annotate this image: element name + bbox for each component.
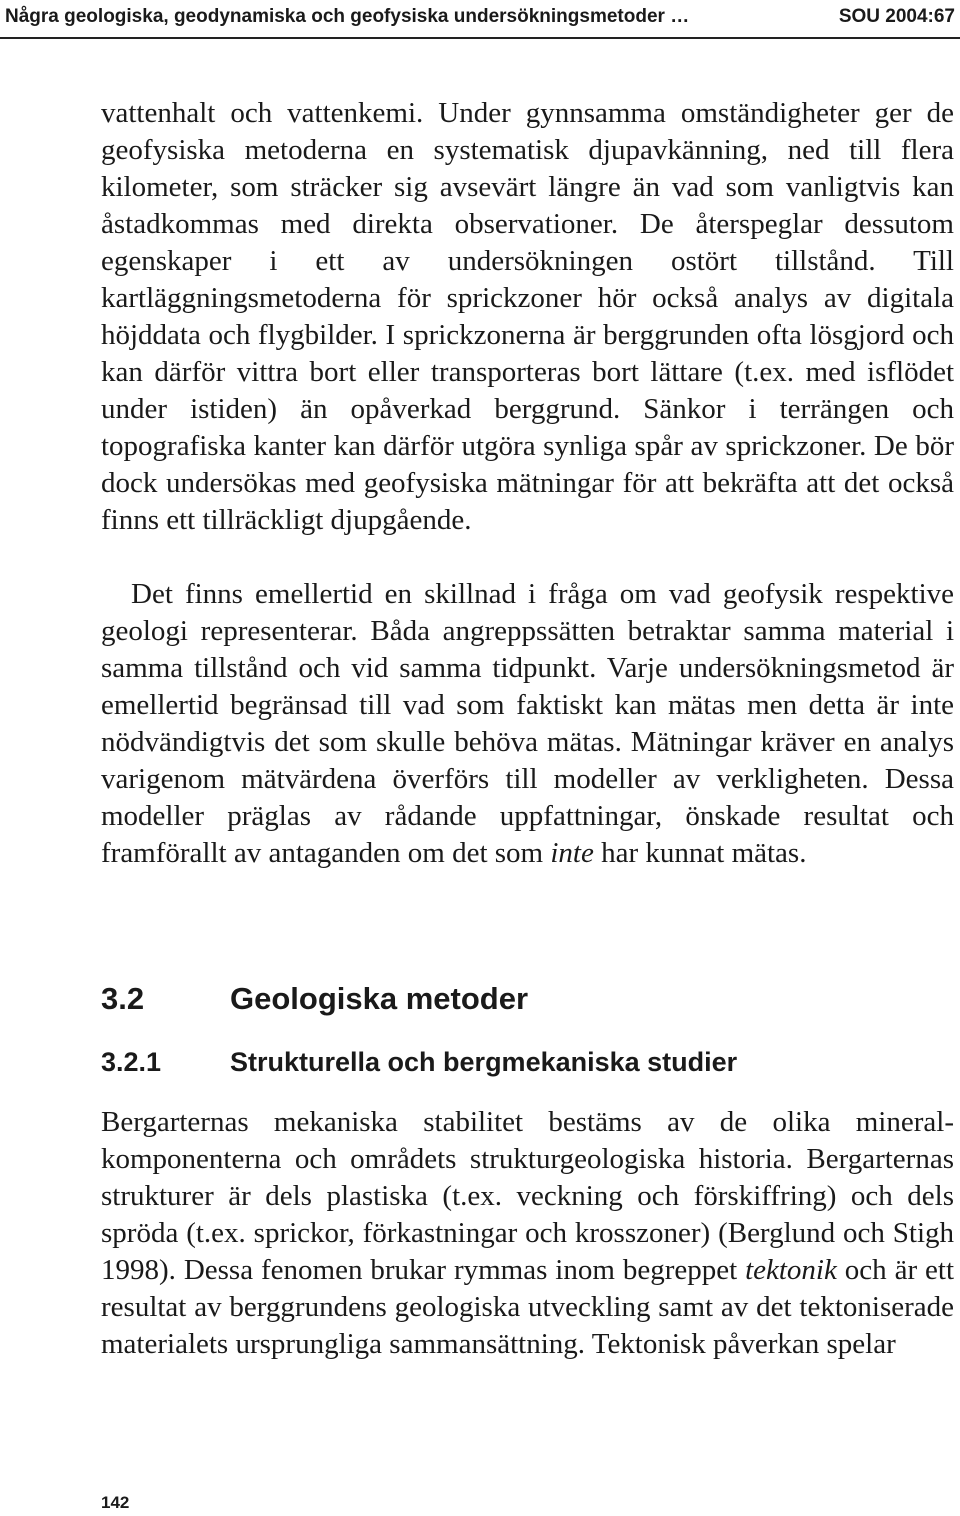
report-id: SOU 2004:67 (838, 6, 955, 27)
body-paragraph-3 (101, 1104, 954, 1363)
subsection-title: Strukturella och bergmekaniska studier (230, 1047, 738, 1077)
section-number: 3.2 (101, 981, 145, 1016)
paragraph-3-text-end: och är ett resultat av berggrundens geologiska utveckling samt av det tektoniserade materialets ursprungliga sammansättning. Tektonisk påverkan spelar (101, 1254, 954, 1360)
emphasized-term: tektonik (745, 1254, 837, 1286)
running-header (5, 2, 955, 32)
section-heading (101, 979, 528, 1019)
paragraph-2-text-end: har kunnat mätas. (593, 837, 807, 869)
emphasized-word: inte (550, 837, 594, 869)
section-title: Geologiska metoder (230, 981, 529, 1016)
document-title: Några geologiska, geodynamiska och geofysiska undersökningsmetoder … (5, 6, 690, 27)
paragraph-3-text-start: Bergarternas mekaniska stabilitet bestäms av de olika mineralkomponenterna och områdets strukturgeologiska historia. Bergarternas strukturer är dels plastiska (t.ex. veckning och förskiffring) och dels spröda (t.ex. sprickor, förkastningar och krosszoner) (Berglund och Stigh 1998). Dessa fenomen brukar rymmas inom begreppet (101, 1106, 954, 1286)
body-paragraph-2 (101, 576, 954, 872)
paragraph-2-text-start: Det finns emellertid en skillnad i fråga om vad geofysik respektive geologi representerar. Båda angreppssätten betraktar samma material i samma tillstånd och vid samma tidpunkt. Varje undersökningsmetod är emellertid begränsad till vad som faktiskt kan mätas men detta är inte nödvändigtvis det som skulle behöva mätas. Mätningar kräver en analys varigenom mätvärdena överförs till modeller av verkligheten. Dessa modeller präglas av rådande uppfattningar, önskade resultat och framförallt av antaganden om det som (101, 578, 954, 869)
body-paragraph-1: vattenhalt och vattenkemi. Under gynnsamma omständigheter ger de geofysiska metoderna en systematisk djupavkänning, ned till flera kilometer, som sträcker sig avsevärt längre än vad som vanligtvis kan åstadkommas med direkta observationer. De återspeglar dessutom egenskaper i ett av undersökningen ostört tillstånd. Till kartläggningsmetoderna för sprickzoner hör också analys av digitala höjddata och flygbilder. I sprickzonerna är berggrunden ofta lösgjord och kan därför vittra bort eller transporteras bort lättare (t.ex. med isflödet under istiden) än opåverkad berggrund. Sänkor i terrängen och topografiska kanter kan därför utgöra synliga spår av sprickzoner. De bör dock undersökas med geofysiska mätningar för att bekräfta att det också finns ett tillräckligt djupgående. (101, 97, 954, 536)
subsection-number: 3.2.1 (101, 1047, 162, 1077)
subsection-heading (101, 1043, 737, 1081)
page-number: 142 (101, 1493, 130, 1512)
header-divider (0, 37, 960, 39)
